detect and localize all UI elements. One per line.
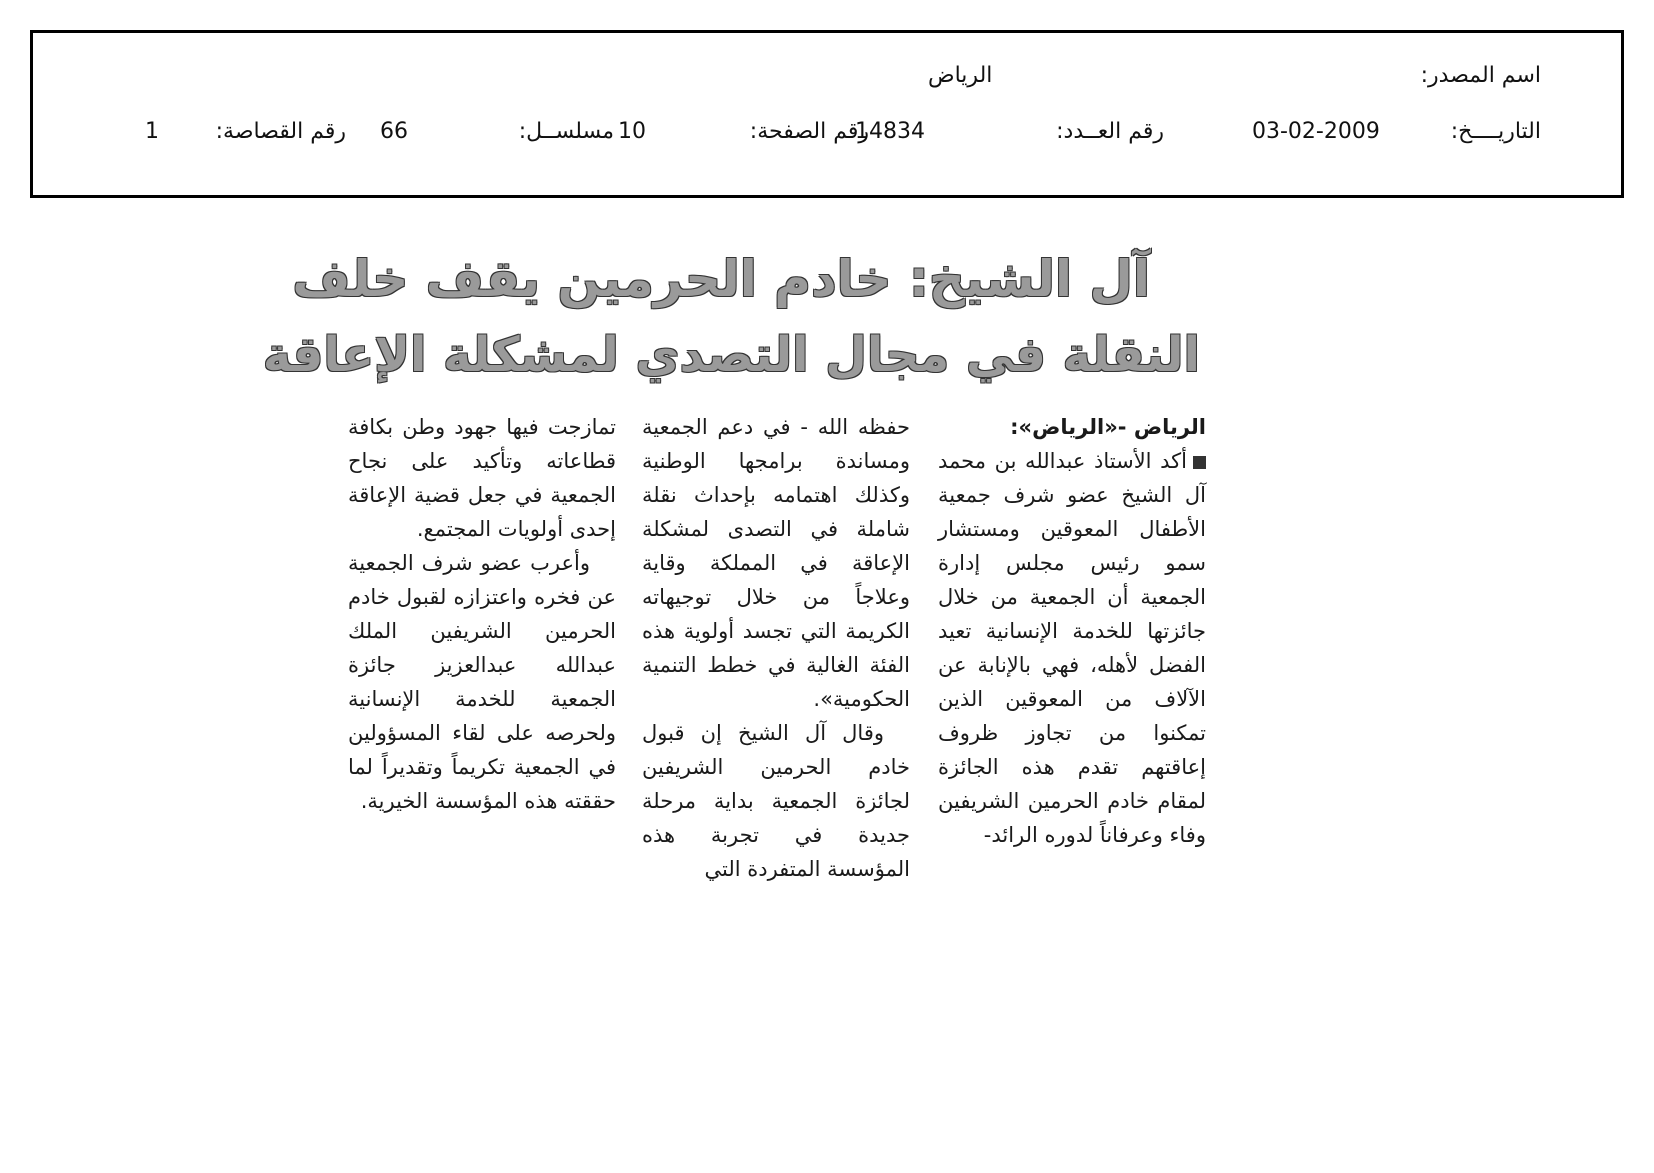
serial-label: مسلســل:: [518, 119, 614, 144]
article-dateline: الرياض -«الرياض»:: [1010, 415, 1206, 439]
source-label: اسم المصدر:: [1420, 63, 1541, 88]
date-value: 03-02-2009: [1252, 119, 1380, 144]
clip-number-label: رقم القصاصة:: [215, 119, 346, 144]
article-paragraph: وأعرب عضو شرف الجمعية عن فخره واعتزازه لقبول خادم الحرمين الشريفين الملك عبدالله عبدالعزيز جائزة الجمعية للخدمة الإنسانية ولحرصه على لقاء المسؤولين في الجمعية تكريماً وتقديراً لما حققته هذه المؤسسة الخيرية.: [348, 551, 616, 813]
article-paragraph: وقال آل الشيخ إن قبول خادم الحرمين الشريفين لجائزة الجمعية بداية مرحلة جديدة في تجربة هذه المؤسسة المتفردة التي: [642, 721, 910, 881]
article-paragraph: حفظه الله - في دعم الجمعية ومساندة برامجها الوطنية وكذلك اهتمامه بإحداث نقلة شاملة في التصدى لمشكلة الإعاقة في المملكة وقاية وعلاجاً من خلال توجيهاته الكريمة التي تجسد أولوية هذه الفئة الغالية في خطط التنمية الحكومية».: [642, 415, 910, 711]
clipping-metadata-box: [30, 30, 1624, 198]
article-paragraph: أكد الأستاذ عبدالله بن محمد آل الشيخ عضو شرف جمعية الأطفال المعوقين ومستشار سمو رئيس مجلس إدارة الجمعية أن الجمعية من خلال جائزتها للخدمة الإنسانية تعيد الفضل لأهله، فهي بالإنابة عن الآلاف من المعوقين الذين تمكنوا من تجاوز ظروف إعاقتهم تقدم هذه الجائزة لمقام خادم الحرمين الشريفين وفاء وعرفاناً لدوره الرائد-: [938, 449, 1206, 847]
article-headline-line1: آل الشيخ: خادم الحرمين يقف خلف: [292, 250, 1150, 308]
square-bullet-icon: [1193, 456, 1206, 469]
page-value: 10: [618, 119, 646, 144]
page-label: رقم الصفحة:: [749, 119, 869, 144]
article-column-3: [348, 410, 616, 818]
issue-value: 14834: [855, 119, 925, 144]
source-value: الرياض: [928, 63, 993, 88]
article-column-2: [642, 410, 910, 886]
clip-number-value: 1: [145, 119, 159, 144]
serial-value: 66: [380, 119, 408, 144]
article-paragraph: تمازجت فيها جهود وطن بكافة قطاعاته وتأكيد على نجاح الجمعية في جعل قضية الإعاقة إحدى أولويات المجتمع.: [348, 415, 616, 541]
article-column-1: [938, 410, 1206, 852]
article-headline-line2: النقلة في مجال التصدي لمشكلة الإعاقة: [262, 327, 1200, 383]
date-label: التاريــــخ:: [1450, 119, 1541, 144]
issue-label: رقم العــدد:: [1056, 119, 1164, 144]
